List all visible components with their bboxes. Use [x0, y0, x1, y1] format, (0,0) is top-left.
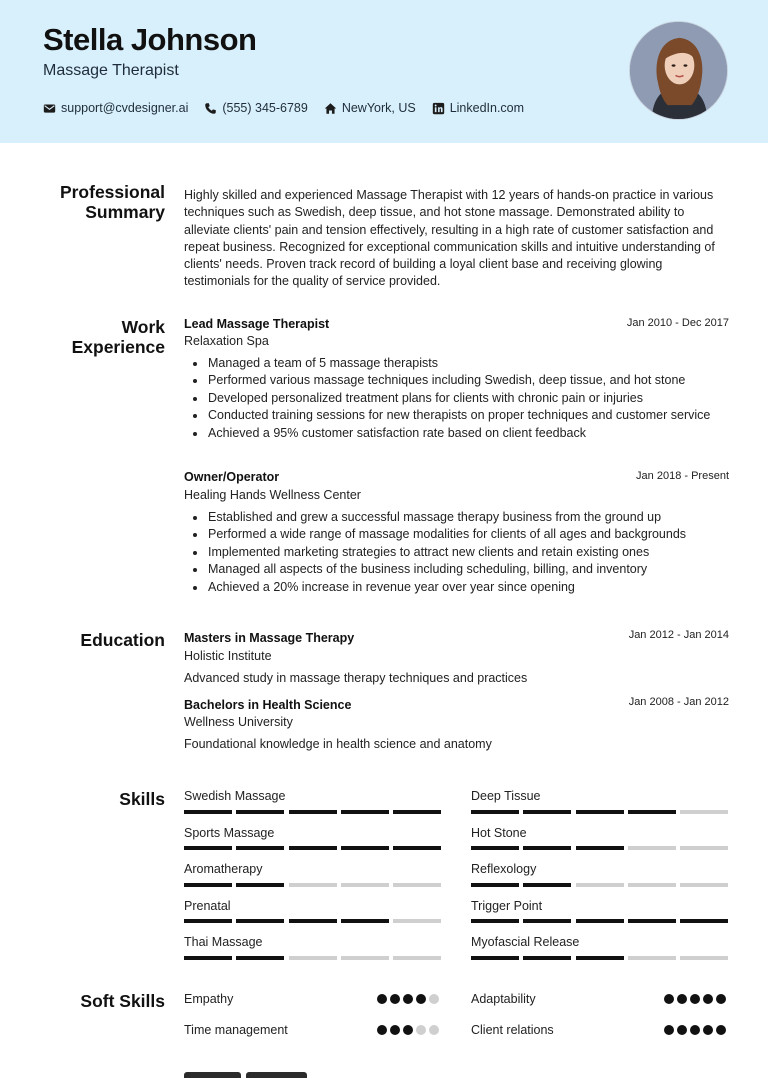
skill-level-segment — [393, 956, 441, 960]
soft-skill-name: Empathy — [184, 992, 234, 1006]
skill-level-bar — [471, 846, 728, 850]
skill-level-bar — [184, 919, 441, 923]
skill-level-segment — [341, 810, 389, 814]
rating-dot — [403, 1025, 413, 1035]
skill-level-segment — [523, 956, 571, 960]
rating-dot — [664, 994, 674, 1004]
contact-linkedin-text: LinkedIn.com — [449, 101, 525, 115]
section-title-summary-line2: Summary — [85, 202, 165, 222]
skill-name: Myofascial Release — [471, 935, 580, 949]
skill-name: Sports Massage — [184, 826, 275, 840]
cutoff-tag — [246, 1072, 307, 1078]
job-bullet: Developed personalized treatment plans for clients with chronic pain or injuries — [190, 390, 728, 407]
skill-level-segment — [236, 956, 284, 960]
rating-dot — [429, 1025, 439, 1035]
contact-row — [43, 101, 540, 115]
contact-location — [324, 101, 416, 115]
skill-level-segment — [680, 846, 728, 850]
skill-level-segment — [576, 846, 624, 850]
skill-level-segment — [184, 956, 232, 960]
education-degree: Masters in Massage Therapy — [184, 631, 355, 645]
rating-dot — [403, 994, 413, 1004]
rating-dot — [677, 1025, 687, 1035]
skill-level-segment — [393, 883, 441, 887]
rating-dot — [716, 994, 726, 1004]
skill-level-segment — [184, 846, 232, 850]
section-title-experience-line2: Experience — [71, 337, 165, 357]
skill-level-bar — [184, 883, 441, 887]
profile-photo — [629, 21, 728, 120]
home-icon — [324, 102, 337, 115]
skill-level-bar — [471, 919, 728, 923]
summary-text: Highly skilled and experienced Massage Therapist with 12 years of hands-on practice in various techniques such as Swedish, deep tissue, and hot stone massage. Demonstrated ability to alleviate clients' pain and tension effectively, resulting in a high rate of customer satisfaction and repeat business. Recognized for exceptional communication skills and intuitive understanding of clients' needs. Proven track record of building a loyal client base and receiving glowing testimonials for the quality of service provided. — [184, 188, 715, 289]
skill-level-segment — [628, 846, 676, 850]
skill-level-segment — [628, 956, 676, 960]
contact-phone-text: (555) 345-6789 — [222, 101, 308, 115]
skill-level-segment — [184, 810, 232, 814]
skill-level-bar — [471, 883, 728, 887]
phone-icon — [204, 102, 217, 115]
section-title-education: Education — [80, 630, 165, 650]
skill-name: Aromatherapy — [184, 862, 263, 876]
job-bullet: Conducted training sessions for new therapists on proper techniques and customer service — [190, 407, 728, 424]
skill-level-segment — [471, 956, 519, 960]
skill-level-segment — [341, 956, 389, 960]
skill-level-segment — [236, 810, 284, 814]
skill-name: Swedish Massage — [184, 789, 286, 803]
skill-level-bar — [471, 810, 728, 814]
skill-level-segment — [289, 846, 337, 850]
skill-level-segment — [289, 883, 337, 887]
job-title: Owner/Operator — [184, 470, 280, 484]
skill-level-segment — [628, 810, 676, 814]
skill-level-segment — [523, 883, 571, 887]
job-bullet: Performed a wide range of massage modalities for clients of all ages and backgrounds — [190, 526, 728, 543]
skill-level-segment — [236, 919, 284, 923]
skill-level-segment — [523, 846, 571, 850]
skill-level-bar — [184, 810, 441, 814]
skill-level-segment — [289, 810, 337, 814]
skill-level-segment — [471, 846, 519, 850]
soft-skill-name: Client relations — [471, 1023, 554, 1037]
rating-dot — [664, 1025, 674, 1035]
skill-level-segment — [289, 956, 337, 960]
rating-dot — [690, 994, 700, 1004]
skill-level-segment — [628, 919, 676, 923]
section-title-skills: Skills — [119, 789, 165, 809]
skill-level-segment — [680, 919, 728, 923]
skill-level-segment — [393, 810, 441, 814]
candidate-name: Stella Johnson — [43, 22, 257, 57]
rating-dot — [377, 1025, 387, 1035]
job-bullet: Achieved a 20% increase in revenue year over year since opening — [190, 579, 728, 596]
education-date: Jan 2012 - Jan 2014 — [628, 629, 729, 641]
job-bullets — [190, 509, 728, 596]
skill-level-segment — [680, 883, 728, 887]
header-banner — [0, 0, 768, 143]
cutoff-tag — [184, 1072, 241, 1078]
job-bullet: Established and grew a successful massage therapy business from the ground up — [190, 509, 728, 526]
education-description: Foundational knowledge in health science and anatomy — [184, 737, 492, 751]
linkedin-icon — [432, 102, 445, 115]
skill-name: Trigger Point — [471, 899, 543, 913]
candidate-role: Massage Therapist — [43, 62, 179, 79]
skill-level-segment — [471, 810, 519, 814]
skill-level-segment — [341, 919, 389, 923]
rating-dot — [677, 994, 687, 1004]
skill-level-segment — [236, 883, 284, 887]
job-org: Healing Hands Wellness Center — [184, 488, 361, 502]
soft-skill-rating — [374, 1025, 439, 1035]
section-title-summary-line1: Professional — [59, 182, 165, 202]
job-bullet: Achieved a 95% customer satisfaction rate based on client feedback — [190, 425, 728, 442]
job-bullets — [190, 355, 728, 442]
rating-dot — [429, 994, 439, 1004]
job-bullet: Managed all aspects of the business including scheduling, billing, and inventory — [190, 561, 728, 578]
rating-dot — [703, 994, 713, 1004]
skill-level-segment — [523, 919, 571, 923]
job-org: Relaxation Spa — [184, 334, 269, 348]
skill-level-segment — [576, 919, 624, 923]
education-school: Holistic Institute — [184, 649, 272, 663]
skill-level-bar — [184, 846, 441, 850]
education-description: Advanced study in massage therapy techniques and practices — [184, 671, 528, 685]
soft-skill-rating — [374, 994, 439, 1004]
skill-level-segment — [471, 883, 519, 887]
portrait-illustration — [630, 22, 728, 120]
rating-dot — [390, 994, 400, 1004]
skill-level-segment — [576, 956, 624, 960]
job-title: Lead Massage Therapist — [184, 317, 330, 331]
envelope-icon — [43, 102, 56, 115]
skill-level-segment — [523, 810, 571, 814]
skill-name: Thai Massage — [184, 935, 263, 949]
job-bullet: Performed various massage techniques including Swedish, deep tissue, and hot stone — [190, 372, 728, 389]
education-degree: Bachelors in Health Science — [184, 698, 352, 712]
rating-dot — [703, 1025, 713, 1035]
soft-skill-rating — [661, 994, 726, 1004]
rating-dot — [416, 1025, 426, 1035]
job-date: Jan 2018 - Present — [636, 470, 729, 482]
section-title-soft-skills: Soft Skills — [80, 991, 165, 1011]
skill-level-segment — [628, 883, 676, 887]
rating-dot — [390, 1025, 400, 1035]
skill-name: Deep Tissue — [471, 789, 541, 803]
rating-dot — [716, 1025, 726, 1035]
job-bullet: Managed a team of 5 massage therapists — [190, 355, 728, 372]
contact-email[interactable] — [43, 101, 188, 115]
soft-skill-name: Time management — [184, 1023, 288, 1037]
rating-dot — [377, 994, 387, 1004]
skill-name: Hot Stone — [471, 826, 527, 840]
job-date: Jan 2010 - Dec 2017 — [626, 317, 729, 329]
contact-email-text: support@cvdesigner.ai — [61, 101, 189, 115]
education-school: Wellness University — [184, 715, 293, 729]
skill-level-segment — [236, 846, 284, 850]
contact-linkedin[interactable] — [432, 101, 524, 115]
contact-location-text: NewYork, US — [341, 101, 416, 115]
skill-level-segment — [576, 810, 624, 814]
soft-skill-rating — [661, 1025, 726, 1035]
skill-level-bar — [184, 956, 441, 960]
skill-level-segment — [341, 883, 389, 887]
job-bullet: Implemented marketing strategies to attract new clients and retain existing ones — [190, 544, 728, 561]
skill-level-segment — [471, 919, 519, 923]
skill-level-segment — [393, 919, 441, 923]
skill-level-segment — [184, 883, 232, 887]
education-date: Jan 2008 - Jan 2012 — [628, 696, 729, 708]
skill-level-bar — [471, 956, 728, 960]
rating-dot — [416, 994, 426, 1004]
skill-level-segment — [184, 919, 232, 923]
skill-level-segment — [393, 846, 441, 850]
skill-name: Prenatal — [184, 899, 231, 913]
skill-level-segment — [680, 810, 728, 814]
contact-phone[interactable] — [204, 101, 307, 115]
skill-level-segment — [341, 846, 389, 850]
skill-level-segment — [576, 883, 624, 887]
section-title-experience — [15, 317, 165, 357]
section-title-experience-line1: Work — [121, 317, 165, 337]
skill-name: Reflexology — [471, 862, 537, 876]
rating-dot — [690, 1025, 700, 1035]
soft-skill-name: Adaptability — [471, 992, 536, 1006]
skill-level-segment — [680, 956, 728, 960]
skill-level-segment — [289, 919, 337, 923]
section-title-summary — [15, 182, 165, 222]
